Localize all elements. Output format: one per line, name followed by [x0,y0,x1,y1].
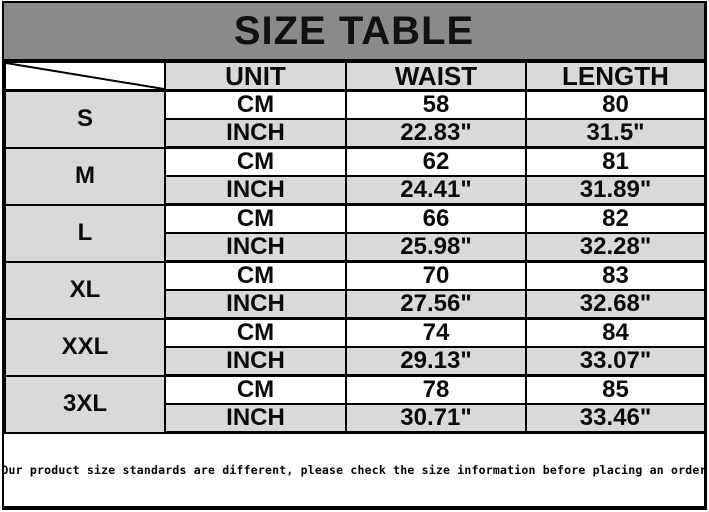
unit-label: INCH [165,290,346,319]
page-title: SIZE TABLE [4,3,704,61]
unit-label: CM [165,319,346,348]
size-label-l: L [5,205,165,262]
size-chart-panel [2,1,707,510]
length-value: 33.46" [526,404,705,433]
size-note: Our product size standards are different, please check the size information before placing an order [4,434,704,506]
unit-label: INCH [165,176,346,205]
size-label-xxl: XXL [5,319,165,376]
unit-label: CM [165,376,346,405]
table-row [5,376,705,405]
waist-value: 30.71" [346,404,526,433]
length-value: 31.89" [526,176,705,205]
table-row [5,262,705,291]
waist-value: 22.83" [346,119,526,148]
length-value: 31.5" [526,119,705,148]
waist-value: 29.13" [346,347,526,376]
length-value: 32.68" [526,290,705,319]
unit-label: INCH [165,404,346,433]
waist-value: 78 [346,376,526,405]
waist-value: 27.56" [346,290,526,319]
waist-value: 70 [346,262,526,291]
waist-value: 58 [346,91,526,120]
table-row [5,205,705,234]
table-row [5,148,705,177]
table-row [5,91,705,120]
diagonal-line [6,63,164,89]
column-header-length: LENGTH [526,62,705,91]
table-row [5,319,705,348]
unit-label: CM [165,148,346,177]
length-value: 32.28" [526,233,705,262]
column-header-waist: WAIST [346,62,526,91]
length-value: 82 [526,205,705,234]
size-table [4,61,706,434]
size-label-3xl: 3XL [5,376,165,433]
length-value: 85 [526,376,705,405]
unit-label: CM [165,262,346,291]
size-label-s: S [5,91,165,148]
size-label-xl: XL [5,262,165,319]
corner-diagonal-cell [5,62,165,91]
waist-value: 62 [346,148,526,177]
unit-label: INCH [165,233,346,262]
unit-label: CM [165,91,346,120]
unit-label: INCH [165,119,346,148]
size-label-m: M [5,148,165,205]
length-value: 80 [526,91,705,120]
waist-value: 25.98" [346,233,526,262]
unit-label: INCH [165,347,346,376]
unit-label: CM [165,205,346,234]
waist-value: 66 [346,205,526,234]
length-value: 83 [526,262,705,291]
length-value: 81 [526,148,705,177]
length-value: 33.07" [526,347,705,376]
length-value: 84 [526,319,705,348]
waist-value: 24.41" [346,176,526,205]
waist-value: 74 [346,319,526,348]
table-header-row [5,62,705,91]
column-header-unit: UNIT [165,62,346,91]
